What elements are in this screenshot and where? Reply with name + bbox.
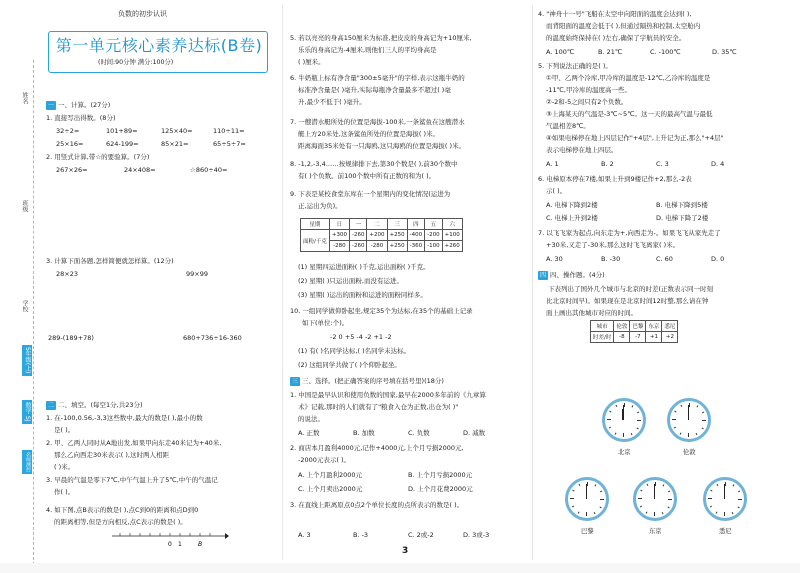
clock-tick bbox=[681, 405, 683, 407]
choice-1-cont: 术》记载,那时的人们就有了"粮食入仓为正数,出仓为( )" bbox=[298, 403, 459, 411]
simplify-row-1: 28×23 99×99 bbox=[56, 270, 208, 278]
clock-tick bbox=[637, 412, 639, 414]
fill-10-2: (2) 这组同学共做了( )个仰卧起坐。 bbox=[298, 361, 401, 369]
binding-strip bbox=[0, 0, 42, 573]
fill-7-cont: 艇上方20米处,这条鲨鱼所处的位置是海拔( )米。 bbox=[298, 130, 439, 138]
hour-hand bbox=[622, 409, 624, 420]
fill-6-cont: 升,最少不低于( )毫升。 bbox=[298, 98, 366, 106]
section-heading-1: 一 一、计算。(27分) bbox=[47, 101, 111, 109]
clock-tick bbox=[637, 420, 641, 421]
operation-text: 面上画出其他城市对应的时间。 bbox=[546, 309, 637, 317]
table-cell: +100 bbox=[442, 230, 462, 241]
fill-3-cont: 作( )。 bbox=[54, 488, 75, 496]
choice-5: 5. 下列说法正确的是( )。 bbox=[538, 62, 612, 70]
table-cell: -8 bbox=[614, 332, 630, 343]
table-cell: +1 bbox=[646, 332, 662, 343]
simplify-row-2: 289-(189+78) 680+736÷16-360 bbox=[48, 334, 242, 342]
clock-tick bbox=[636, 428, 638, 430]
table-row bbox=[591, 321, 678, 332]
fill-9-cont: 正,运出为负)。 bbox=[298, 202, 342, 210]
table-cell: +260 bbox=[442, 241, 462, 252]
table-cell: +2 bbox=[662, 332, 678, 343]
clock-tick bbox=[600, 491, 602, 493]
clock-tick bbox=[616, 405, 618, 407]
fill-1: 1. 在-100,0.56,-3,3这些数中,最大的数是( ),最小的数 bbox=[46, 414, 203, 422]
table-cell: -280 bbox=[367, 241, 387, 252]
table-cell: -260 bbox=[349, 230, 366, 241]
flour-table bbox=[300, 218, 463, 252]
table-row bbox=[591, 332, 678, 343]
clock-tick bbox=[688, 433, 689, 437]
choice-2-options: A. 上个月盈利2000元 B. 上个月亏损2000元 bbox=[298, 471, 473, 479]
clock-label: 悉尼 bbox=[719, 528, 732, 535]
table-header-cell: 日 bbox=[329, 219, 349, 230]
fill-2: 2. 甲、乙两人同时从A地出发,如果甲向东走40米记为+40米, bbox=[46, 439, 222, 447]
fill-6: 6. 牛奶瓶上标有净含量"300±5毫升"的字样,表示这瓶牛奶的 bbox=[290, 74, 465, 82]
clock-tick bbox=[607, 419, 611, 420]
fill-6-cont: 标准净含量是( )毫升,实际每瓶净含量最多不超过( )毫 bbox=[298, 86, 451, 94]
tick-label: 1 bbox=[178, 541, 182, 548]
table-row bbox=[301, 230, 463, 241]
clock-tick bbox=[667, 507, 669, 509]
fill-3: 3. 早晨的气温是零下7℃,中午气温上升了5℃,中午的气温记 bbox=[46, 476, 218, 484]
clock-tick bbox=[587, 482, 588, 486]
table-cell: +250 bbox=[387, 241, 407, 252]
table-header-cell: 星期 bbox=[301, 219, 330, 230]
table-header-cell: 东京 bbox=[646, 321, 662, 332]
choice-2-options: C. 上个月卖出2000元 D. 上个月花费2000元 bbox=[298, 485, 473, 493]
clock-tick bbox=[668, 491, 670, 493]
fill-9-2: (2) 星期( )只运出面粉,而没有运进。 bbox=[298, 277, 403, 285]
clock-tick bbox=[640, 490, 642, 492]
table-header-cell: 巴黎 bbox=[630, 321, 646, 332]
fill-8: 8. -1,2,-3,4……按规律排下去,第30个数是( ),前30个数中 bbox=[290, 160, 458, 168]
clock-label: 伦敦 bbox=[683, 449, 696, 456]
clock-label: 巴黎 bbox=[581, 528, 594, 535]
table-row-label: 面粉/千克 bbox=[301, 230, 330, 252]
clock-tick bbox=[702, 412, 704, 414]
clock-tick bbox=[631, 433, 633, 435]
table-cell: -260 bbox=[349, 241, 366, 252]
clock-tick bbox=[663, 484, 665, 486]
class-label: 班级 bbox=[21, 200, 28, 212]
clock-tick bbox=[647, 484, 649, 486]
clock-tick bbox=[572, 490, 574, 492]
choice-6: 6. 电梯原本停在7楼,如果上升到9楼记作+2,那么-2表 bbox=[538, 175, 692, 183]
clock-tick bbox=[586, 512, 587, 516]
clock-tick bbox=[710, 506, 712, 508]
choice-7: 7. 以飞飞家为起点,向东走为+,向西走为-。如果飞飞从家先走了 bbox=[538, 229, 721, 237]
choice-5-stmt: 表示电梯停在地上四层。 bbox=[546, 146, 618, 154]
table-header-cell: 六 bbox=[442, 219, 462, 230]
fill-7-cont: 距离海面35米处有一只海鸥,这只海鸥的位置是海拔( )米。 bbox=[298, 142, 465, 150]
clock-tick bbox=[674, 411, 676, 413]
clock-tick bbox=[738, 491, 740, 493]
table-row-label: 时差/时 bbox=[591, 332, 614, 343]
choice-4-cont: 的温度始终保持在( )左右,确保了宇航员的安全。 bbox=[546, 34, 686, 42]
clock-tick bbox=[696, 433, 698, 435]
table-cell: -400 bbox=[407, 230, 424, 241]
clock-label: 北京 bbox=[618, 449, 631, 456]
clock-tick bbox=[725, 482, 726, 486]
section-heading-3: 三 三、选择。(把正确答案的序号填在括号里)(18分) bbox=[291, 377, 444, 385]
minute-hand bbox=[724, 484, 725, 499]
fill-10: 10. 一组同学做仰卧起坐,规定35个为达标,在35个的基础上记录 bbox=[290, 307, 473, 315]
clock-tick bbox=[737, 507, 739, 509]
exam-meta: (时间:90分钟 满分:100分) bbox=[98, 59, 174, 66]
clock-tick bbox=[724, 512, 725, 516]
choice-6-cont: 示( )。 bbox=[546, 187, 567, 195]
clock-paris bbox=[565, 477, 609, 521]
clock-tick bbox=[646, 511, 648, 513]
clock-tick bbox=[570, 498, 574, 499]
fill-4-cont: 的距离相等,但是方向相反,点C表示的数是( )。 bbox=[54, 518, 187, 526]
choice-2-cont: -2000元表示( )。 bbox=[298, 456, 351, 464]
fill-1-cont: 是( )。 bbox=[54, 426, 75, 434]
page-footer bbox=[0, 563, 800, 573]
clock-tick bbox=[599, 507, 601, 509]
clock-tick bbox=[674, 427, 676, 429]
clock-sydney bbox=[703, 477, 747, 521]
clock-tick bbox=[638, 498, 642, 499]
clock-tick bbox=[640, 506, 642, 508]
clock-tick bbox=[701, 428, 703, 430]
clock-tick bbox=[624, 403, 625, 407]
clock-tick bbox=[702, 420, 706, 421]
clock-tick bbox=[708, 498, 712, 499]
clock-tick bbox=[654, 512, 655, 516]
table-cell: +300 bbox=[329, 230, 349, 241]
number-line bbox=[110, 528, 230, 550]
clock-tick bbox=[717, 484, 719, 486]
fill-4: 4. 如下图,点B表示的数是( ),点C到0的距离和点D到0 bbox=[46, 506, 199, 514]
clock-london bbox=[667, 398, 711, 442]
oral-row-2: 25×16= 624-199= 85×21= 65÷5÷7= bbox=[56, 140, 246, 148]
choice-5-stmt: ①甲、乙两个冷库,甲冷库的温度是-12℃,乙冷库的温度是 bbox=[546, 74, 711, 82]
clock-tick bbox=[600, 499, 604, 500]
clock-tick bbox=[655, 482, 656, 486]
clock-tick bbox=[595, 484, 597, 486]
name-label: 姓名 bbox=[21, 92, 28, 104]
oral-row-1: 32÷2= 101+89= 125×40= 110÷11= bbox=[56, 127, 245, 135]
fill-5-cont: ( )厘米。 bbox=[298, 58, 325, 66]
fill-2-cont: ( )米。 bbox=[54, 463, 75, 471]
choice-5-stmt: ④如果电梯停在地上四层记作"+4层",上升记为正,那么"+4层" bbox=[546, 134, 724, 142]
unit-subtitle: 负数的初步认识 bbox=[118, 10, 167, 18]
clock-tick bbox=[738, 499, 742, 500]
minute-hand bbox=[586, 484, 587, 499]
section-heading-2: 二 二、填空。(每空1分,共23分) bbox=[47, 401, 143, 409]
clock-tick bbox=[615, 432, 617, 434]
choice-7-cont: +30米,又走了-30米,那么这时飞飞离家( )米。 bbox=[546, 241, 680, 249]
clock-tick bbox=[668, 499, 672, 500]
clock-tick bbox=[609, 427, 611, 429]
clock-tick bbox=[632, 405, 634, 407]
school-label: 学校 bbox=[21, 300, 28, 312]
vertical-calc-row: 267×26= 24×408= ☆860÷40= bbox=[56, 166, 228, 174]
clock-tick bbox=[594, 512, 596, 514]
minute-hand bbox=[688, 405, 689, 420]
choice-4-cont: 而背阳面的温度会低于( ),但通过隔热和控制,太空舱内 bbox=[546, 22, 701, 30]
fill-9: 9. 下表是某校食堂东库在一个星期内的变化情况(运进为 bbox=[290, 190, 451, 198]
fill-2-cont: 那么乙向西走30米表示( ),这时两人相距 bbox=[54, 451, 169, 459]
clock-tick bbox=[579, 484, 581, 486]
choice-5-stmt: 气温相差8℃。 bbox=[546, 122, 590, 130]
grade-tag: 5年级(上) bbox=[24, 347, 31, 374]
choice-5-options: A. 1 B. 2 C. 3 D. 4 bbox=[546, 160, 725, 168]
fill-9-3: (3) 星期( )运出的面粉和运进的面粉同样多。 bbox=[298, 291, 427, 299]
clock-tick bbox=[716, 511, 718, 513]
choice-1-options: A. 正数 B. 加数 C. 负数 D. 减数 bbox=[298, 429, 486, 437]
clock-tick bbox=[578, 511, 580, 513]
choice-3-options: A. 3 B. -3 C. 2或-2 D. 3或-3 bbox=[298, 531, 490, 539]
fill-9-1: (1) 星期四运进面粉( )千克,运出面粉( )千克。 bbox=[298, 263, 430, 271]
fill-10-cont: 如下(单位:个)。 bbox=[302, 319, 349, 327]
clock-tick bbox=[662, 512, 664, 514]
column-divider bbox=[532, 5, 533, 560]
column-divider bbox=[282, 5, 283, 560]
tick-label: 0 bbox=[168, 541, 172, 548]
table-cell: +200 bbox=[367, 230, 387, 241]
table-header-cell: 五 bbox=[425, 219, 442, 230]
fill-10-1: (1) 有( )名同学达标,( )名同学未达标。 bbox=[298, 347, 411, 355]
choice-3: 3. 在直线上距离原点0点2个单位长度的点所表示的数是( )。 bbox=[290, 501, 464, 509]
clock-beijing bbox=[602, 398, 646, 442]
operation-text: 比北京时间早)。如果现在是北京时间12时整,那么请在钟 bbox=[546, 297, 709, 305]
table-header-cell: 伦敦 bbox=[614, 321, 630, 332]
choice-5-stmt: ②-2和-5之间只有2个负数。 bbox=[546, 98, 628, 106]
table-header-cell: 城市 bbox=[591, 321, 614, 332]
table-cell: -200 bbox=[425, 230, 442, 241]
clock-tick bbox=[680, 432, 682, 434]
fill-5: 5. 若以亮亮的身高150厘米为标准,把皮皮的身高记为+10厘米, bbox=[290, 34, 472, 42]
clock-tick bbox=[609, 411, 611, 413]
clock-tick bbox=[672, 419, 676, 420]
choice-6-options: C. 电梯上升到2楼 D. 电梯下降了2楼 bbox=[546, 214, 709, 222]
clock-tokyo bbox=[633, 477, 677, 521]
choice-5-stmt: ③上海某天的气温是-3℃~5℃。这一天的最高气温与最低 bbox=[546, 110, 713, 118]
table-header-cell: 四 bbox=[407, 219, 424, 230]
choice-4: 4. "神舟十一号"飞船在太空中向阳面的温度会达到( ), bbox=[538, 10, 692, 18]
operation-text: 下表列出了国外几个城市与北京的时差(正数表示同一时刻 bbox=[548, 285, 714, 293]
question: 2. 用竖式计算,带☆的要验算。(7分) bbox=[46, 153, 150, 161]
choice-2: 2. 商店本月盈利4000元,记作+4000元,上个月亏损2000元, bbox=[290, 444, 464, 452]
table-cell: -360 bbox=[407, 241, 424, 252]
clock-tick bbox=[732, 512, 734, 514]
table-cell: -280 bbox=[329, 241, 349, 252]
timezone-table bbox=[590, 320, 678, 343]
page-title: 第一单元核心素养达标(B卷) bbox=[55, 36, 263, 55]
fill-5-cont: 乐乐的身高记为-4厘米,则他们三人的平均身高是 bbox=[298, 46, 437, 54]
choice-6-options: A. 电梯下降到2楼 B. 电梯下降到5楼 bbox=[546, 201, 708, 209]
clock-tick bbox=[697, 405, 699, 407]
table-cell: -7 bbox=[630, 332, 646, 343]
choice-4-options: A. 100℃ B. 21℃ C. -100℃ D. 35℃ bbox=[546, 48, 737, 56]
clock-label: 东京 bbox=[649, 528, 662, 535]
choice-7-options: A. 30 B. -30 C. 60 D. 0 bbox=[546, 255, 725, 263]
table-header-cell: 悉尼 bbox=[662, 321, 678, 332]
clock-tick bbox=[623, 433, 624, 437]
tick-label: B bbox=[198, 541, 203, 548]
clock-tick bbox=[733, 484, 735, 486]
table-row bbox=[301, 219, 463, 230]
table-header-cell: 一 bbox=[349, 219, 366, 230]
choice-1-cont: 的说法。 bbox=[298, 415, 324, 423]
fill-7: 7. 一艘潜水艇所处的位置是海拔-100米,一条鲨鱼在这艘潜水 bbox=[290, 118, 465, 126]
brand-tag: 名师测控 bbox=[22, 450, 32, 474]
choice-5-stmt: -11℃,甲冷库的温度高一些。 bbox=[546, 86, 631, 94]
series-tag: 数学 SJ bbox=[24, 402, 31, 422]
fill-8-cont: 有( )个负数。前100个数中所有正数的和为( )。 bbox=[298, 172, 436, 180]
table-cell: -100 bbox=[425, 241, 442, 252]
clock-tick bbox=[689, 403, 690, 407]
clock-tick bbox=[710, 490, 712, 492]
question: 3. 计算下面各题,怎样简便就怎样算。(12分) bbox=[46, 257, 174, 265]
question: 1. 直接写出得数。(8分) bbox=[46, 114, 116, 122]
choice-1: 1. 中国是最早认识和使用负数的国家,最早在2000多年前的《九章算 bbox=[290, 391, 486, 399]
section-heading-4: 四 四、操作题。(4分) bbox=[539, 271, 605, 279]
table-header-cell: 二 bbox=[367, 219, 387, 230]
table-cell: +250 bbox=[387, 230, 407, 241]
clock-tick bbox=[572, 506, 574, 508]
minute-hand bbox=[654, 484, 655, 499]
table-header-cell: 三 bbox=[387, 219, 407, 230]
situp-records: -2 0 +5 -4 -2 +1 -2 bbox=[330, 333, 392, 341]
cut-line bbox=[33, 60, 34, 570]
page-number: 3 bbox=[402, 546, 409, 556]
